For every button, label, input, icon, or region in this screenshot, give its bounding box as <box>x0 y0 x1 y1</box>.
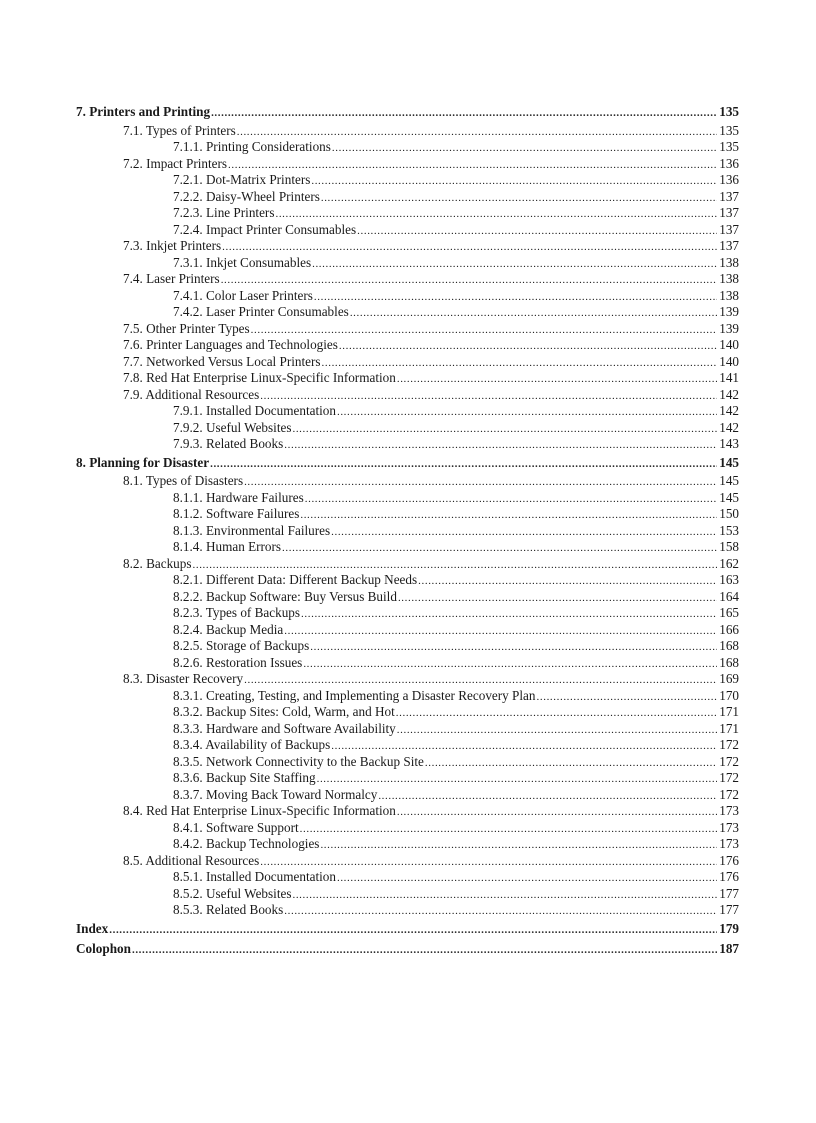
toc-entry-title: 8.2.4. Backup Media <box>173 621 284 637</box>
toc-entry-page: 140 <box>719 337 739 353</box>
toc-dot-leader <box>339 338 717 355</box>
toc-section-entry[interactable] <box>76 473 739 490</box>
toc-entry-page: 172 <box>719 753 739 769</box>
toc-subsection-entry[interactable] <box>76 754 739 771</box>
toc-entry-title: 7.5. Other Printer Types <box>123 320 250 336</box>
toc-subsection-entry[interactable] <box>76 787 739 804</box>
toc-entry-title: 7.9. Additional Resources <box>123 386 260 402</box>
toc-entry-page: 187 <box>719 941 739 957</box>
toc-dot-leader <box>321 190 717 207</box>
toc-subsection-entry[interactable] <box>76 655 739 672</box>
toc-entry-page: 141 <box>719 370 739 386</box>
toc-section-entry[interactable] <box>76 238 739 255</box>
toc-entry-title: 8.2.5. Storage of Backups <box>173 638 310 654</box>
toc-entry-title: 8.5.2. Useful Websites <box>173 885 292 901</box>
toc-entry-page: 171 <box>719 704 739 720</box>
toc-section-entry[interactable] <box>76 156 739 173</box>
toc-entry-page: 145 <box>719 473 739 489</box>
toc-dot-leader <box>312 256 717 273</box>
toc-entry-title: 8.1.3. Environmental Failures <box>173 522 331 538</box>
toc-dot-leader <box>397 371 717 388</box>
toc-entry-page: 165 <box>719 605 739 621</box>
toc-entry-title: 7.1. Types of Printers <box>123 122 236 138</box>
toc-subsection-entry[interactable] <box>76 205 739 222</box>
toc-entry-page: 150 <box>719 506 739 522</box>
toc-entry-page: 142 <box>719 403 739 419</box>
toc-subsection-entry[interactable] <box>76 539 739 556</box>
toc-dot-leader <box>301 606 717 623</box>
toc-dot-leader <box>397 722 717 739</box>
toc-entry-page: 173 <box>719 803 739 819</box>
toc-dot-leader <box>350 305 717 322</box>
toc-entry-title: 7.8. Red Hat Enterprise Linux-Specific Information <box>123 370 396 386</box>
toc-subsection-entry[interactable] <box>76 288 739 305</box>
toc-subsection-entry[interactable] <box>76 436 739 453</box>
toc-dot-leader <box>260 388 717 405</box>
toc-entry-title: 8.2.2. Backup Software: Buy Versus Build <box>173 588 397 604</box>
toc-subsection-entry[interactable] <box>76 605 739 622</box>
toc-entry-title: 8.3.5. Network Connectivity to the Backup Site <box>173 753 424 769</box>
toc-subsection-entry[interactable] <box>76 902 739 919</box>
toc-subsection-entry[interactable] <box>76 737 739 754</box>
toc-dot-leader <box>397 804 717 821</box>
toc-entry-title: 8.2.6. Restoration Issues <box>173 654 303 670</box>
toc-section-entry[interactable] <box>76 354 739 371</box>
toc-subsection-entry[interactable] <box>76 222 739 239</box>
toc-subsection-entry[interactable] <box>76 172 739 189</box>
toc-dot-leader <box>251 322 718 339</box>
toc-entry-title: 8.3.2. Backup Sites: Cold, Warm, and Hot <box>173 704 395 720</box>
toc-entry-title: 8.5.1. Installed Documentation <box>173 869 336 885</box>
toc-subsection-entry[interactable] <box>76 589 739 606</box>
toc-entry-page: 136 <box>719 155 739 171</box>
toc-entry-title: 7.3. Inkjet Printers <box>123 238 222 254</box>
toc-entry-title: 8.2. Backups <box>123 555 192 571</box>
toc-dot-leader <box>109 920 717 941</box>
toc-entry-page: 179 <box>719 920 739 936</box>
toc-entry-title: 7.2.3. Line Printers <box>173 205 275 221</box>
toc-chapter-entry[interactable] <box>76 919 739 940</box>
toc-entry-page: 139 <box>719 304 739 320</box>
toc-entry-page: 176 <box>719 852 739 868</box>
toc-entry-page: 135 <box>719 104 739 119</box>
toc-subsection-entry[interactable] <box>76 622 739 639</box>
toc-dot-leader <box>378 788 717 805</box>
toc-entry-title: 8.3.3. Hardware and Software Availability <box>173 720 396 736</box>
toc-subsection-entry[interactable] <box>76 255 739 272</box>
toc-section-entry[interactable] <box>76 853 739 870</box>
toc-dot-leader <box>425 755 717 772</box>
toc-entry-title: Colophon <box>76 941 131 957</box>
toc-entry-page: 137 <box>719 188 739 204</box>
toc-entry-title: 8.4.2. Backup Technologies <box>173 836 320 852</box>
toc-dot-leader <box>211 103 717 124</box>
toc-entry-title: Index <box>76 920 109 936</box>
toc-subsection-entry[interactable] <box>76 836 739 853</box>
toc-section-entry[interactable] <box>76 271 739 288</box>
toc-entry-title: 8.3.6. Backup Site Staffing <box>173 770 316 786</box>
toc-entry-title: 8.1.1. Hardware Failures <box>173 489 304 505</box>
toc-dot-leader <box>222 239 717 256</box>
toc-entry-page: 135 <box>719 139 739 155</box>
toc-entry-page: 153 <box>719 522 739 538</box>
toc-entry-page: 143 <box>719 436 739 452</box>
toc-entry-page: 140 <box>719 353 739 369</box>
toc-entry-page: 138 <box>719 271 739 287</box>
toc-section-entry[interactable] <box>76 337 739 354</box>
toc-dot-leader <box>260 854 717 871</box>
toc-subsection-entry[interactable] <box>76 523 739 540</box>
toc-dot-leader <box>284 623 717 640</box>
toc-entry-title: 8.3.4. Availability of Backups <box>173 737 331 753</box>
toc-dot-leader <box>244 672 717 689</box>
table-of-contents <box>76 102 739 960</box>
toc-subsection-entry[interactable] <box>76 688 739 705</box>
toc-entry-title: 7.4.1. Color Laser Printers <box>173 287 313 303</box>
toc-dot-leader <box>311 173 717 190</box>
toc-entry-title: 7.9.1. Installed Documentation <box>173 403 336 419</box>
toc-entry-page: 145 <box>719 454 739 470</box>
toc-entry-page: 172 <box>719 737 739 753</box>
toc-subsection-entry[interactable] <box>76 704 739 721</box>
toc-dot-leader <box>292 887 717 904</box>
toc-dot-leader <box>322 355 718 372</box>
toc-subsection-entry[interactable] <box>76 403 739 420</box>
toc-entry-title: 8.5. Additional Resources <box>123 852 260 868</box>
toc-entry-title: 7.2.1. Dot-Matrix Printers <box>173 172 311 188</box>
toc-entry-title: 8. Planning for Disaster <box>76 454 210 470</box>
toc-entry-page: 137 <box>719 221 739 237</box>
toc-dot-leader <box>357 223 717 240</box>
toc-entry-title: 7.3.1. Inkjet Consumables <box>173 254 312 270</box>
toc-dot-leader <box>332 140 717 157</box>
toc-entry-page: 172 <box>719 786 739 802</box>
toc-dot-leader <box>537 689 718 706</box>
toc-entry-page: 138 <box>719 254 739 270</box>
toc-entry-page: 137 <box>719 205 739 221</box>
toc-entry-title: 7. Printers and Printing <box>76 104 211 119</box>
toc-entry-page: 176 <box>719 869 739 885</box>
toc-dot-leader <box>132 940 717 961</box>
toc-dot-leader <box>331 524 717 541</box>
toc-entry-title: 7.2. Impact Printers <box>123 155 228 171</box>
toc-entry-title: 8.3. Disaster Recovery <box>123 671 244 687</box>
toc-entry-title: 8.4. Red Hat Enterprise Linux-Specific Information <box>123 803 396 819</box>
toc-entry-page: 136 <box>719 172 739 188</box>
toc-dot-leader <box>300 507 717 524</box>
toc-dot-leader <box>284 437 717 454</box>
toc-chapter-entry[interactable] <box>76 453 739 474</box>
toc-dot-leader <box>193 557 718 574</box>
toc-subsection-entry[interactable] <box>76 572 739 589</box>
toc-section-entry[interactable] <box>76 321 739 338</box>
toc-subsection-entry[interactable] <box>76 506 739 523</box>
toc-dot-leader <box>300 821 718 838</box>
toc-dot-leader <box>221 272 718 289</box>
toc-entry-page: 168 <box>719 638 739 654</box>
toc-dot-leader <box>337 870 717 887</box>
toc-entry-page: 135 <box>719 122 739 138</box>
toc-subsection-entry[interactable] <box>76 820 739 837</box>
toc-chapter-entry[interactable] <box>76 939 739 960</box>
toc-entry-page: 171 <box>719 720 739 736</box>
toc-dot-leader <box>310 639 717 656</box>
toc-dot-leader <box>418 573 717 590</box>
toc-dot-leader <box>228 157 717 174</box>
toc-dot-leader <box>284 903 717 920</box>
toc-entry-title: 7.7. Networked Versus Local Printers <box>123 353 321 369</box>
toc-entry-page: 142 <box>719 386 739 402</box>
toc-entry-title: 8.3.7. Moving Back Toward Normalcy <box>173 786 378 802</box>
toc-entry-title: 8.2.1. Different Data: Different Backup Needs <box>173 572 418 588</box>
toc-dot-leader <box>210 454 717 475</box>
toc-entry-title: 7.9.2. Useful Websites <box>173 419 292 435</box>
toc-dot-leader <box>282 540 717 557</box>
toc-dot-leader <box>292 421 717 438</box>
toc-subsection-entry[interactable] <box>76 638 739 655</box>
toc-entry-page: 177 <box>719 885 739 901</box>
toc-section-entry[interactable] <box>76 556 739 573</box>
toc-chapter-entry[interactable] <box>76 102 739 123</box>
toc-entry-title: 8.5.3. Related Books <box>173 902 284 918</box>
toc-entry-title: 7.1.1. Printing Considerations <box>173 139 331 155</box>
toc-subsection-entry[interactable] <box>76 869 739 886</box>
toc-entry-page: 177 <box>719 902 739 918</box>
toc-entry-page: 138 <box>719 287 739 303</box>
toc-section-entry[interactable] <box>76 671 739 688</box>
toc-entry-page: 166 <box>719 621 739 637</box>
toc-dot-leader <box>275 206 717 223</box>
toc-subsection-entry[interactable] <box>76 490 739 507</box>
toc-entry-page: 137 <box>719 238 739 254</box>
toc-dot-leader <box>317 771 718 788</box>
toc-entry-title: 8.2.3. Types of Backups <box>173 605 301 621</box>
toc-entry-page: 162 <box>719 555 739 571</box>
toc-entry-page: 170 <box>719 687 739 703</box>
toc-entry-title: 8.1.2. Software Failures <box>173 506 300 522</box>
toc-subsection-entry[interactable] <box>76 886 739 903</box>
toc-entry-title: 8.4.1. Software Support <box>173 819 299 835</box>
toc-subsection-entry[interactable] <box>76 721 739 738</box>
toc-section-entry[interactable] <box>76 387 739 404</box>
toc-dot-leader <box>398 590 717 607</box>
toc-dot-leader <box>244 474 717 491</box>
toc-entry-title: 8.1. Types of Disasters <box>123 473 244 489</box>
toc-entry-page: 172 <box>719 770 739 786</box>
toc-dot-leader <box>337 404 717 421</box>
toc-section-entry[interactable] <box>76 370 739 387</box>
toc-entry-title: 7.2.2. Daisy-Wheel Printers <box>173 188 320 204</box>
toc-subsection-entry[interactable] <box>76 420 739 437</box>
toc-entry-title: 7.4.2. Laser Printer Consumables <box>173 304 349 320</box>
toc-dot-leader <box>303 656 717 673</box>
toc-section-entry[interactable] <box>76 803 739 820</box>
toc-dot-leader <box>314 289 717 306</box>
toc-subsection-entry[interactable] <box>76 139 739 156</box>
toc-entry-page: 163 <box>719 572 739 588</box>
toc-entry-page: 168 <box>719 654 739 670</box>
toc-dot-leader <box>320 837 717 854</box>
toc-subsection-entry[interactable] <box>76 304 739 321</box>
toc-entry-page: 145 <box>719 489 739 505</box>
toc-entry-title: 8.3.1. Creating, Testing, and Implementing a Disaster Recovery Plan <box>173 687 536 703</box>
toc-dot-leader <box>237 124 717 141</box>
toc-entry-page: 169 <box>719 671 739 687</box>
toc-subsection-entry[interactable] <box>76 189 739 206</box>
toc-dot-leader <box>331 738 717 755</box>
toc-entry-title: 8.1.4. Human Errors <box>173 539 282 555</box>
toc-dot-leader <box>305 491 717 508</box>
toc-entry-title: 7.4. Laser Printers <box>123 271 220 287</box>
toc-entry-page: 164 <box>719 588 739 604</box>
toc-dot-leader <box>396 705 717 722</box>
toc-entry-page: 139 <box>719 320 739 336</box>
toc-entry-page: 173 <box>719 819 739 835</box>
toc-entry-page: 173 <box>719 836 739 852</box>
toc-entry-page: 158 <box>719 539 739 555</box>
toc-entry-title: 7.9.3. Related Books <box>173 436 284 452</box>
toc-entry-title: 7.6. Printer Languages and Technologies <box>123 337 338 353</box>
toc-entry-page: 142 <box>719 419 739 435</box>
toc-section-entry[interactable] <box>76 123 739 140</box>
toc-subsection-entry[interactable] <box>76 770 739 787</box>
toc-entry-title: 7.2.4. Impact Printer Consumables <box>173 221 357 237</box>
